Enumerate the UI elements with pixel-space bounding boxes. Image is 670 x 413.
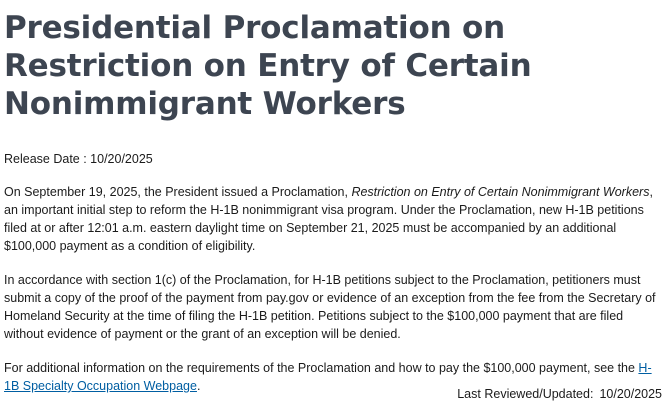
- paragraph-1: [4, 183, 664, 255]
- paragraph-3-text-start: For additional information on the requirements of the Proclamation and how to pay the $100,000 payment, see the: [4, 361, 639, 375]
- paragraph-1-text-start: On September 19, 2025, the President issued a Proclamation,: [4, 185, 352, 199]
- article: [4, 0, 664, 395]
- paragraph-2: In accordance with section 1(c) of the Proclamation, for H-1B petitions subject to the Proclamation, petitioners must submit a copy of the proof of the payment from pay.gov or evidence of an exception from the fee from the Secretary of Homeland Security at the time of filing the H-1B petition. Petitions subject to the $100,000 payment that are filed without evidence of payment or the grant of an exception will be denied.: [4, 273, 656, 341]
- page-title: Presidential Proclamation on Restriction on Entry of Certain Nonimmigrant Workers: [4, 10, 532, 122]
- paragraph-3-text-end: .: [196, 379, 201, 393]
- proclamation-title-italic: Restriction on Entry of Certain Nonimmigrant Workers: [351, 185, 650, 199]
- release-date-value: 10/20/2025: [90, 152, 153, 166]
- release-date-label: Release Date :: [4, 152, 87, 166]
- paragraph-1-text-end: , an important initial step to reform the H-1B nonimmigrant visa program. Under the Proclamation, new H-1B petitions filed at or after 12:01 a.m. eastern daylight time on September 21, 2025 must be accompanied by an additional $100,000 payment as a condition of eligibility.: [4, 185, 653, 253]
- last-reviewed-label: Last Reviewed/Updated:: [457, 387, 594, 401]
- release-date-line: [4, 151, 664, 167]
- h1b-specialty-occupation-link[interactable]: H-1B Specialty Occupation Webpage: [4, 361, 652, 393]
- last-reviewed-line: [457, 386, 662, 402]
- last-reviewed-date: 10/20/2025: [599, 387, 662, 401]
